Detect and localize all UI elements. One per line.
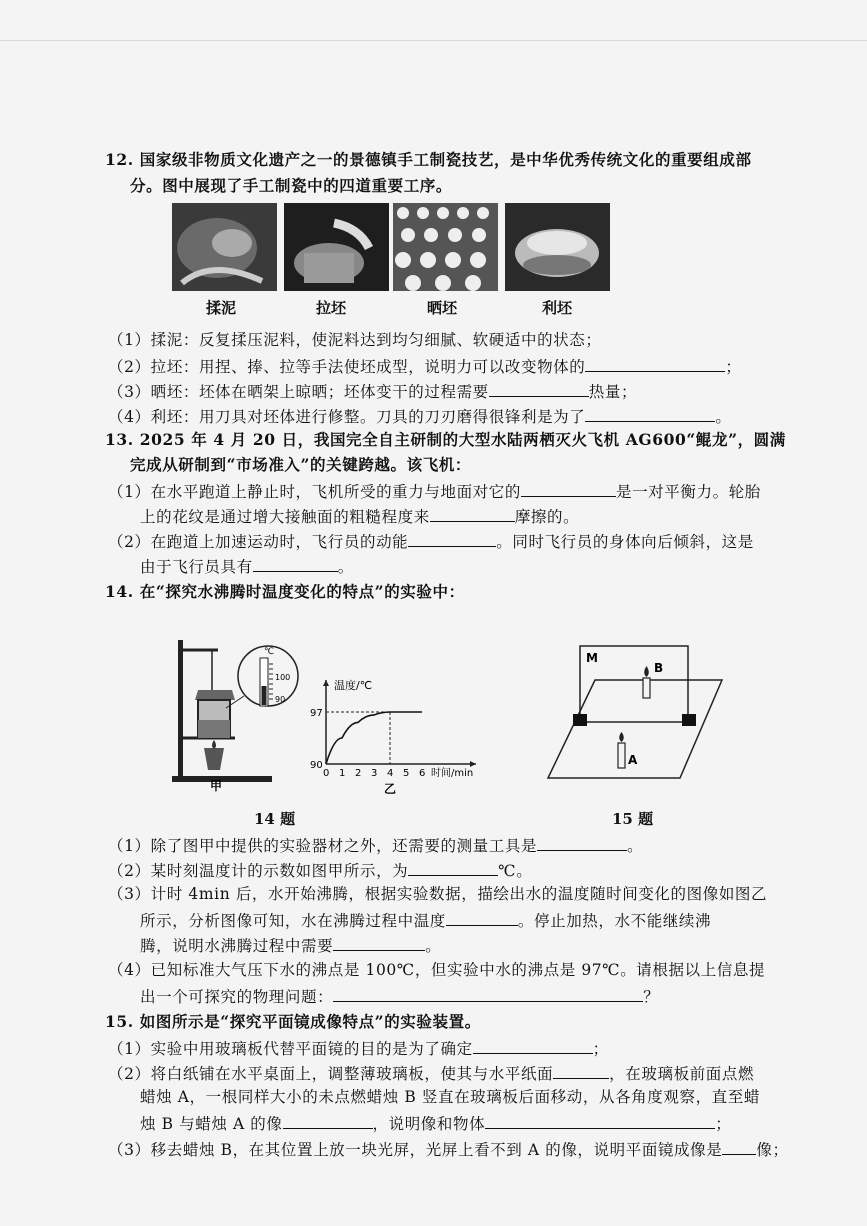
label-m: M (586, 651, 598, 665)
figure-jia-label: 甲 (210, 779, 223, 793)
photo-caption-1: 揉泥 (206, 299, 237, 317)
q15-sub2: （2）将白纸铺在水平桌面上，调整薄玻璃板，使其与水平纸面 ，在玻璃板前面点燃 (108, 1062, 754, 1084)
answer-blank[interactable] (722, 1138, 756, 1155)
q14-sub3: （3）计时 4min 后，水开始沸腾，根据实验数据，描绘出水的温度随时间变化的图像如图乙 (108, 885, 768, 903)
answer-blank[interactable] (553, 1062, 609, 1079)
x-tick-label: 3 (371, 768, 378, 779)
answer-blank[interactable] (446, 909, 518, 926)
q12-sub2: （2）拉坯：用捏、捧、拉等手法使坯成型，说明力可以改变物体的 ； (108, 355, 741, 377)
thermometer-mark-100: 100 (275, 673, 291, 682)
x-tick-label: 0 (323, 768, 330, 779)
q13-sub1-cont: 上的花纹是通过增大接触面的粗糙程度来 摩擦的。 (140, 505, 579, 527)
candle-b (643, 678, 650, 698)
answer-blank[interactable] (585, 405, 715, 422)
answer-blank[interactable] (473, 1037, 593, 1054)
figure-14-label: 14 题 (254, 810, 296, 828)
q13-sub2: （2）在跑道上加速运动时，飞行员的动能 。同时飞行员的身体向后倾斜，这是 (108, 530, 754, 552)
q13-sub2-cont: 由于飞行员具有 。 (140, 555, 354, 577)
q15-title: 15. 如图所示是“探究平面镜成像特点”的实验装置。 (105, 1012, 481, 1031)
x-tick-label: 6 (419, 768, 426, 779)
q15-sub2-cont2: 烛 B 与蜡烛 A 的像 ，说明像和物体 ； (140, 1112, 731, 1134)
photo-caption-4: 利坯 (542, 299, 573, 317)
y-tick-label: 97 (310, 708, 323, 719)
beaker-lid (195, 690, 235, 700)
q14-sub4-cont: 出一个可探究的物理问题： ？ (140, 985, 659, 1007)
answer-blank[interactable] (333, 934, 425, 951)
photo-drying (393, 203, 498, 291)
glass-holder-left (573, 714, 587, 726)
q14-sub3-cont2: 腾，说明水沸腾过程中需要 。 (140, 934, 441, 956)
label-a: A (628, 753, 638, 767)
q13-text-line2: 完成从研制到“市场准入”的关键跨越。该飞机： (130, 455, 472, 474)
thermometer-unit: ℃ (264, 647, 275, 657)
q15-sub1: （1）实验中用玻璃板代替平面镜的目的是为了确定 ； (108, 1037, 609, 1059)
answer-blank[interactable] (253, 555, 338, 572)
answer-blank[interactable] (485, 1112, 715, 1129)
plane-mirror-figure (540, 640, 730, 785)
answer-blank[interactable] (537, 834, 627, 851)
photo-trimming (505, 203, 610, 291)
x-tick-label: 4 (387, 768, 394, 779)
iron-stand-rod (178, 640, 183, 780)
q14-sub4: （4）已知标准大气压下水的沸点是 100℃，但实验中水的沸点是 97℃。请根据以上信息提 (108, 961, 766, 979)
q14-title: 14. 在“探究水沸腾时温度变化的特点”的实验中： (105, 582, 465, 601)
answer-blank[interactable] (408, 859, 498, 876)
photo-caption-3: 晒坯 (427, 299, 458, 317)
q13-sub1: （1）在水平跑道上静止时，飞机所受的重力与地面对它的 是一对平衡力。轮胎 (108, 480, 761, 502)
q13-text-line1: 13. 2025 年 4 月 20 日，我国完全自主研制的大型水陆两栖灭火飞机 AG600“鲲龙”，圆满 (105, 430, 786, 449)
x-axis-label: 时间/min (431, 768, 474, 779)
photo-caption-2: 拉坯 (316, 299, 347, 317)
candle-a (618, 743, 625, 768)
q12-sub1: （1）揉泥：反复揉压泥料，使泥料达到均匀细腻、软硬适中的状态； (108, 331, 602, 349)
q14-sub1: （1）除了图甲中提供的实验器材之外，还需要的测量工具是 。 (108, 834, 643, 856)
candle-a-flame (619, 732, 624, 742)
photo-kneading (172, 203, 277, 291)
x-tick-label: 2 (355, 768, 362, 779)
answer-blank[interactable] (489, 380, 589, 397)
x-tick-label: 5 (403, 768, 410, 779)
q12-sub4: （4）利坯：用刀具对坯体进行修整。刀具的刀刃磨得很锋利是为了 。 (108, 405, 731, 427)
figure-15-label: 15 题 (612, 810, 654, 828)
q14-sub3-cont1: 所示，分析图像可知，水在沸腾过程中温度 。停止加热，水不能继续沸 (140, 909, 711, 931)
q15-sub3: （3）移去蜡烛 B，在其位置上放一块光屏，光屏上看不到 A 的像，说明平面镜成像是 像； (108, 1138, 789, 1160)
label-b: B (654, 661, 664, 675)
figure-yi-label: 乙 (384, 782, 397, 796)
answer-blank[interactable] (521, 480, 616, 497)
answer-blank[interactable] (430, 505, 515, 522)
photo-throwing (284, 203, 389, 291)
q12-sub3: （3）晒坯：坯体在晒架上晾晒；坯体变干的过程需要 热量； (108, 380, 637, 402)
q12-text-line1: 12. 国家级非物质文化遗产之一的景德镇手工制瓷技艺，是中华优秀传统文化的重要组成部 (105, 150, 752, 169)
answer-blank[interactable] (408, 530, 496, 547)
candle-b-flame (644, 666, 649, 677)
boiling-apparatus-figure (160, 628, 300, 793)
thermometer-mark-90: 90 (275, 695, 286, 704)
answer-blank[interactable] (585, 355, 725, 372)
page-edge (0, 40, 867, 41)
q15-sub2-cont1: 蜡烛 A，一根同样大小的未点燃蜡烛 B 竖直在玻璃板后面移动，从各角度观察，直至蜡 (140, 1088, 760, 1106)
glass-holder-right (682, 714, 696, 726)
alcohol-lamp (204, 748, 224, 770)
temperature-series-line (326, 712, 422, 764)
y-axis-label: 温度/℃ (334, 679, 373, 692)
q12-text-line2: 分。图中展现了手工制瓷中的四道重要工序。 (130, 176, 453, 195)
x-tick-label: 1 (339, 768, 346, 779)
answer-blank[interactable] (333, 985, 643, 1002)
boiling-temperature-chart (298, 672, 493, 800)
q14-sub2: （2）某时刻温度计的示数如图甲所示，为 ℃。 (108, 859, 532, 881)
y-tick-label: 90 (310, 760, 323, 771)
answer-blank[interactable] (283, 1112, 373, 1129)
